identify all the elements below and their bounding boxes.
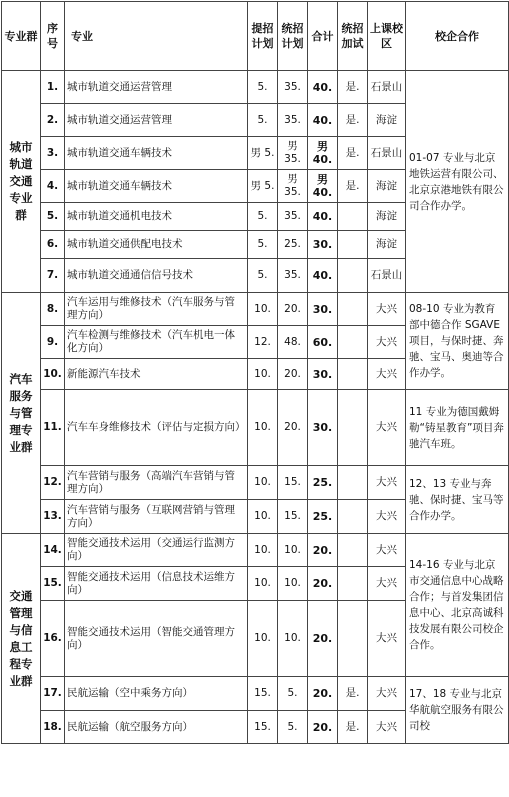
row-pre: 10. bbox=[248, 359, 278, 390]
row-major: 城市轨道交通通信信号技术 bbox=[65, 259, 248, 293]
row-pre: 10. bbox=[248, 466, 278, 500]
row-pre: 5. bbox=[248, 231, 278, 259]
enrollment-table bbox=[1, 1, 509, 744]
row-major: 民航运输（航空服务方向） bbox=[65, 711, 248, 744]
row-campus: 石景山 bbox=[368, 137, 406, 170]
row-total: 男 40. bbox=[308, 137, 338, 170]
row-campus: 海淀 bbox=[368, 231, 406, 259]
row-major: 智能交通技术运用（智能交通管理方向） bbox=[65, 601, 248, 677]
group-name: 城市轨道交通专业群 bbox=[2, 71, 41, 293]
header-extra-test: 统招加试 bbox=[338, 2, 368, 71]
row-no: 9. bbox=[41, 326, 65, 359]
row-campus: 海淀 bbox=[368, 203, 406, 231]
row-campus: 大兴 bbox=[368, 567, 406, 601]
row-total: 20. bbox=[308, 534, 338, 567]
header-group: 专业群 bbox=[2, 2, 41, 71]
row-extra bbox=[338, 203, 368, 231]
row-total: 25. bbox=[308, 500, 338, 534]
table-row bbox=[2, 71, 509, 104]
row-no: 5. bbox=[41, 203, 65, 231]
row-major: 新能源汽车技术 bbox=[65, 359, 248, 390]
row-unified: 5. bbox=[278, 677, 308, 711]
row-campus: 大兴 bbox=[368, 500, 406, 534]
row-major: 汽车营销与服务（高端汽车营销与管理方向） bbox=[65, 466, 248, 500]
row-pre: 10. bbox=[248, 390, 278, 466]
row-no: 7. bbox=[41, 259, 65, 293]
row-extra bbox=[338, 231, 368, 259]
row-campus: 大兴 bbox=[368, 711, 406, 744]
table-row bbox=[2, 390, 509, 466]
row-major: 民航运输（空中乘务方向） bbox=[65, 677, 248, 711]
row-campus: 大兴 bbox=[368, 677, 406, 711]
header-campus: 上课校区 bbox=[368, 2, 406, 71]
row-pre: 10. bbox=[248, 534, 278, 567]
row-total: 20. bbox=[308, 677, 338, 711]
row-campus: 大兴 bbox=[368, 293, 406, 326]
row-campus: 大兴 bbox=[368, 326, 406, 359]
table-row bbox=[2, 534, 509, 567]
table-row bbox=[2, 466, 509, 500]
row-pre: 男 5. bbox=[248, 137, 278, 170]
row-unified: 15. bbox=[278, 500, 308, 534]
row-campus: 大兴 bbox=[368, 601, 406, 677]
cooperation-note: 14-16 专业与北京市交通信息中心战略合作；与首发集团信息中心、北京高诚科技发展有限公司校企合作。 bbox=[406, 534, 509, 677]
row-total: 40. bbox=[308, 203, 338, 231]
row-extra bbox=[338, 259, 368, 293]
row-total: 30. bbox=[308, 359, 338, 390]
row-total: 20. bbox=[308, 601, 338, 677]
row-campus: 海淀 bbox=[368, 104, 406, 137]
row-no: 10. bbox=[41, 359, 65, 390]
row-unified: 10. bbox=[278, 601, 308, 677]
header-cooperation: 校企合作 bbox=[406, 2, 509, 71]
row-unified: 20. bbox=[278, 293, 308, 326]
row-extra bbox=[338, 567, 368, 601]
row-unified: 35. bbox=[278, 203, 308, 231]
row-no: 14. bbox=[41, 534, 65, 567]
row-extra: 是. bbox=[338, 104, 368, 137]
table-row bbox=[2, 677, 509, 711]
row-no: 11. bbox=[41, 390, 65, 466]
row-major: 城市轨道交通运营管理 bbox=[65, 104, 248, 137]
row-campus: 海淀 bbox=[368, 170, 406, 203]
row-extra: 是. bbox=[338, 71, 368, 104]
row-no: 6. bbox=[41, 231, 65, 259]
row-no: 18. bbox=[41, 711, 65, 744]
row-campus: 石景山 bbox=[368, 71, 406, 104]
header-row bbox=[2, 2, 509, 71]
row-major: 城市轨道交通运营管理 bbox=[65, 71, 248, 104]
row-no: 15. bbox=[41, 567, 65, 601]
row-extra bbox=[338, 359, 368, 390]
row-no: 16. bbox=[41, 601, 65, 677]
header-no: 序号 bbox=[41, 2, 65, 71]
cooperation-note: 01-07 专业与北京地铁运营有限公司、北京京港地铁有限公司合作办学。 bbox=[406, 71, 509, 293]
row-unified: 48. bbox=[278, 326, 308, 359]
row-pre: 5. bbox=[248, 71, 278, 104]
header-unified-plan: 统招计划 bbox=[278, 2, 308, 71]
row-total: 25. bbox=[308, 466, 338, 500]
row-pre: 10. bbox=[248, 293, 278, 326]
row-no: 12. bbox=[41, 466, 65, 500]
row-major: 汽车检测与维修技术（汽车机电一体化方向） bbox=[65, 326, 248, 359]
cooperation-note: 17、18 专业与北京华航航空服务有限公司校 bbox=[406, 677, 509, 744]
row-extra bbox=[338, 390, 368, 466]
row-unified: 男 35. bbox=[278, 170, 308, 203]
cooperation-note: 12、13 专业与奔驰、保时捷、宝马等合作办学。 bbox=[406, 466, 509, 534]
row-unified: 35. bbox=[278, 71, 308, 104]
row-campus: 大兴 bbox=[368, 534, 406, 567]
row-extra bbox=[338, 601, 368, 677]
row-unified: 20. bbox=[278, 390, 308, 466]
row-total: 20. bbox=[308, 567, 338, 601]
row-extra bbox=[338, 466, 368, 500]
row-total: 40. bbox=[308, 71, 338, 104]
row-pre: 5. bbox=[248, 203, 278, 231]
row-campus: 大兴 bbox=[368, 466, 406, 500]
row-pre: 15. bbox=[248, 711, 278, 744]
row-unified: 10. bbox=[278, 567, 308, 601]
row-total: 40. bbox=[308, 259, 338, 293]
row-total: 60. bbox=[308, 326, 338, 359]
row-extra: 是. bbox=[338, 170, 368, 203]
cooperation-note: 11 专业为德国戴姆勒“铸星教育”项目奔驰汽车班。 bbox=[406, 390, 509, 466]
row-major: 城市轨道交通车辆技术 bbox=[65, 137, 248, 170]
row-extra bbox=[338, 500, 368, 534]
header-pre-plan: 提招计划 bbox=[248, 2, 278, 71]
row-unified: 10. bbox=[278, 534, 308, 567]
row-pre: 12. bbox=[248, 326, 278, 359]
row-total: 40. bbox=[308, 104, 338, 137]
row-unified: 5. bbox=[278, 711, 308, 744]
row-no: 13. bbox=[41, 500, 65, 534]
group-name: 交通管理与信息工程专业群 bbox=[2, 534, 41, 744]
row-extra bbox=[338, 293, 368, 326]
row-campus: 大兴 bbox=[368, 359, 406, 390]
row-total: 30. bbox=[308, 293, 338, 326]
row-pre: 10. bbox=[248, 601, 278, 677]
row-extra: 是. bbox=[338, 677, 368, 711]
row-no: 1. bbox=[41, 71, 65, 104]
row-major: 汽车运用与维修技术（汽车服务与管理方向） bbox=[65, 293, 248, 326]
row-extra: 是. bbox=[338, 711, 368, 744]
row-no: 3. bbox=[41, 137, 65, 170]
row-pre: 15. bbox=[248, 677, 278, 711]
row-unified: 25. bbox=[278, 231, 308, 259]
row-unified: 20. bbox=[278, 359, 308, 390]
row-campus: 大兴 bbox=[368, 390, 406, 466]
row-unified: 男 35. bbox=[278, 137, 308, 170]
row-pre: 10. bbox=[248, 567, 278, 601]
row-campus: 石景山 bbox=[368, 259, 406, 293]
row-no: 2. bbox=[41, 104, 65, 137]
row-pre: 5. bbox=[248, 259, 278, 293]
row-no: 4. bbox=[41, 170, 65, 203]
row-total: 30. bbox=[308, 231, 338, 259]
row-major: 汽车营销与服务（互联网营销与管理方向） bbox=[65, 500, 248, 534]
row-major: 城市轨道交通供配电技术 bbox=[65, 231, 248, 259]
table-row bbox=[2, 293, 509, 326]
row-major: 智能交通技术运用（信息技术运维方向） bbox=[65, 567, 248, 601]
row-major: 城市轨道交通机电技术 bbox=[65, 203, 248, 231]
header-total: 合计 bbox=[308, 2, 338, 71]
row-total: 20. bbox=[308, 711, 338, 744]
row-pre: 男 5. bbox=[248, 170, 278, 203]
header-major: 专业 bbox=[65, 2, 248, 71]
row-unified: 15. bbox=[278, 466, 308, 500]
row-extra bbox=[338, 534, 368, 567]
row-major: 智能交通技术运用（交通运行监测方向） bbox=[65, 534, 248, 567]
row-unified: 35. bbox=[278, 259, 308, 293]
row-unified: 35. bbox=[278, 104, 308, 137]
row-total: 男 40. bbox=[308, 170, 338, 203]
cooperation-note: 08-10 专业为教育部中德合作 SGAVE 项目，与保时捷、奔驰、宝马、奥迪等合作办学。 bbox=[406, 293, 509, 390]
row-pre: 10. bbox=[248, 500, 278, 534]
row-extra: 是. bbox=[338, 137, 368, 170]
row-pre: 5. bbox=[248, 104, 278, 137]
row-extra bbox=[338, 326, 368, 359]
group-name: 汽车服务与管理专业群 bbox=[2, 293, 41, 534]
row-major: 汽车车身维修技术（评估与定损方向） bbox=[65, 390, 248, 466]
row-no: 17. bbox=[41, 677, 65, 711]
row-major: 城市轨道交通车辆技术 bbox=[65, 170, 248, 203]
row-no: 8. bbox=[41, 293, 65, 326]
row-total: 30. bbox=[308, 390, 338, 466]
